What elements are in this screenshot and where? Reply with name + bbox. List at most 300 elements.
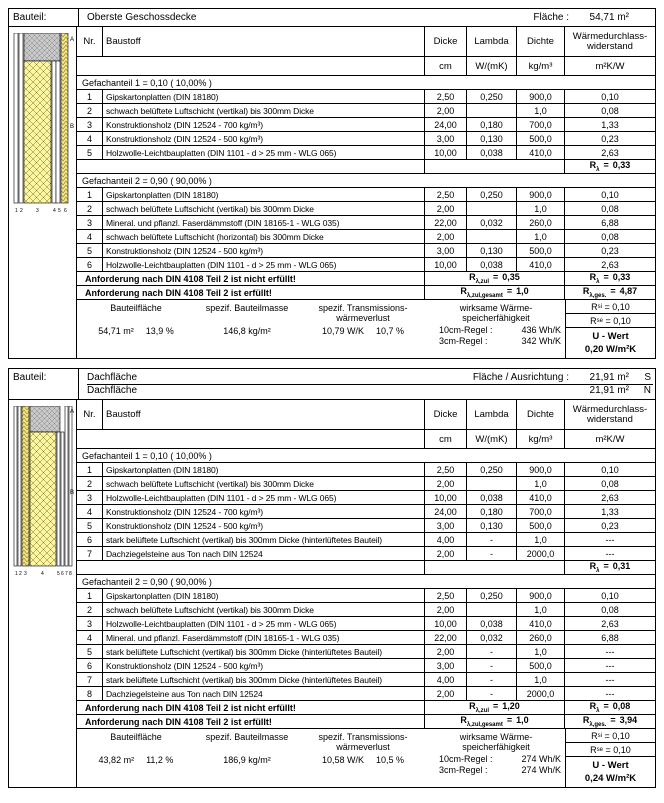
u-wert-label: U - Wert	[592, 331, 629, 342]
summary-area-value: 43,82 m²	[98, 755, 135, 765]
material-lambda: -	[467, 533, 517, 546]
unit-resistance: m²K/W	[595, 60, 625, 72]
bauteil-component-1	[8, 8, 656, 359]
material-thickness: 2,00	[425, 645, 467, 658]
r-symbol: R	[590, 744, 597, 755]
layer-board	[56, 61, 60, 203]
summary-right	[565, 729, 655, 787]
rse-value: 0,10	[613, 744, 631, 755]
material-resistance: 1,33	[601, 119, 619, 130]
rule-3cm-label: 3cm-Regel :	[439, 336, 488, 346]
material-name: schwach belüftete Luftschicht (vertikal) bis 300mm Dicke	[103, 202, 425, 215]
r-symbol: R	[591, 730, 598, 741]
r-subscript: λ	[596, 707, 600, 714]
summary-storage-col	[427, 303, 565, 358]
subtotal-empty	[425, 160, 565, 173]
group-subtotal-row	[77, 561, 655, 575]
layer-air-gap	[57, 432, 60, 566]
unit-resistance: m²K/W	[595, 433, 625, 445]
material-lambda: -	[467, 659, 517, 672]
material-nr: 5	[77, 645, 103, 658]
area-value: 21,91 m²	[589, 372, 629, 383]
material-thickness: 2,50	[425, 90, 467, 103]
r-symbol: R	[460, 286, 467, 297]
summary-transmission-label-line1: spezif. Transmissions-	[318, 732, 408, 742]
material-nr: 6	[77, 533, 103, 546]
material-thickness: 22,00	[425, 631, 467, 644]
layer-board	[14, 406, 17, 566]
area-label	[439, 385, 569, 397]
table-units-row	[77, 430, 655, 449]
summary-storage-label-line2: speicherfähigkeit	[462, 742, 530, 752]
material-density: 410,0	[517, 146, 565, 159]
subtotal-resistance	[565, 160, 655, 173]
layer-wood-beam	[30, 406, 60, 432]
material-density: 2000,0	[517, 687, 565, 700]
subtotal-r-term	[590, 561, 631, 574]
material-row	[77, 188, 655, 202]
gefach-heading-label: Gefachanteil 1 = 0,10 ( 10,00% )	[82, 450, 212, 461]
equals-sign: =	[610, 286, 616, 297]
material-nr: 4	[77, 631, 103, 644]
equals-sign: =	[603, 701, 609, 712]
u-wert-value: 0,20 W/m²K	[584, 344, 637, 355]
material-row	[77, 202, 655, 216]
layer-number: 6	[64, 208, 67, 214]
material-thickness: 3,00	[425, 132, 467, 145]
equals-sign: =	[603, 160, 609, 171]
area-value: 21,91 m²	[589, 385, 629, 396]
summary-mass-label: spezif. Bauteilmasse	[205, 732, 289, 742]
summary-storage-label	[427, 732, 565, 752]
material-name: stark belüftete Luftschicht (vertikal) bis 300mm Dicke (hinterlüftetes Bauteil)	[103, 533, 425, 546]
material-density: 410,0	[517, 491, 565, 504]
material-thickness: 10,00	[425, 258, 467, 271]
material-row	[77, 505, 655, 519]
layer-number: 8	[69, 571, 72, 577]
material-lambda	[467, 230, 517, 243]
rsi-row	[566, 729, 655, 743]
material-name: stark belüftete Luftschicht (vertikal) bis 300mm Dicke (hinterlüftetes Bauteil)	[103, 645, 425, 658]
col-header-density: Dichte	[517, 400, 565, 429]
material-thickness: 3,00	[425, 519, 467, 532]
summary-area-col	[77, 732, 195, 787]
material-density: 410,0	[517, 258, 565, 271]
material-thickness: 2,00	[425, 547, 467, 560]
material-lambda: -	[467, 687, 517, 700]
requirement-text: Anforderung nach DIN 4108 Teil 2 ist nicht erfüllt!	[77, 701, 425, 714]
r-symbol: R	[589, 272, 597, 283]
rsi-value: 0,10	[612, 730, 630, 741]
rsi-row	[566, 300, 655, 314]
r-value: 3,94	[619, 715, 638, 726]
equals-sign: =	[506, 715, 513, 726]
requirement-limit	[425, 286, 565, 299]
bauteil-label: Bauteil:	[9, 369, 79, 399]
gefach-heading-row	[77, 174, 655, 188]
requirement-result	[565, 715, 655, 728]
material-thickness: 2,00	[425, 230, 467, 243]
summary-area-label: Bauteilfläche	[110, 732, 162, 742]
summary-left	[77, 729, 565, 787]
material-name: Dachziegelsteine aus Ton nach DIN 12524	[103, 547, 425, 560]
material-nr: 3	[77, 491, 103, 504]
material-thickness: 3,00	[425, 244, 467, 257]
material-row	[77, 645, 655, 659]
material-resistance: 0,23	[601, 133, 619, 144]
material-density: 500,0	[517, 244, 565, 257]
material-nr: 1	[77, 90, 103, 103]
col-header-nr: Nr.	[77, 27, 103, 56]
layer-number: 1	[15, 208, 18, 214]
material-lambda: 0,130	[467, 244, 517, 257]
r-value: 1,0	[516, 286, 529, 297]
u-wert-value: 0,24 W/m²K	[584, 773, 637, 784]
material-nr: 6	[77, 659, 103, 672]
summary-transmission-label	[299, 303, 427, 323]
material-name: schwach belüftete Luftschicht (horizontal) bis 300mm Dicke	[103, 230, 425, 243]
summary-mass-value: 146,8 kg/m²	[223, 326, 271, 336]
material-resistance: ---	[605, 688, 615, 699]
summary-block	[77, 729, 655, 787]
material-thickness: 2,00	[425, 104, 467, 117]
summary-transmission-col	[299, 303, 427, 358]
r-subscript: λ	[596, 567, 600, 574]
material-row	[77, 230, 655, 244]
r-subscript: λ	[596, 166, 600, 173]
col-header-thickness: Dicke	[425, 400, 467, 429]
material-name: Konstruktionsholz (DIN 12524 - 500 kg/m³)	[103, 519, 425, 532]
material-thickness: 24,00	[425, 118, 467, 131]
material-lambda: 0,032	[467, 216, 517, 229]
equals-sign: =	[493, 701, 499, 712]
summary-transmission-value: 10,79 W/K	[321, 326, 364, 336]
table-header-row	[77, 27, 655, 57]
material-row	[77, 463, 655, 477]
component-title-row	[9, 9, 655, 27]
rule-3cm-value: 342 Wh/K	[521, 336, 561, 346]
material-name: schwach belüftete Luftschicht (vertikal) bis 300mm Dicke	[103, 104, 425, 117]
material-lambda	[467, 603, 517, 616]
equals-sign: =	[604, 730, 610, 741]
material-resistance: 0,10	[601, 464, 619, 475]
material-resistance: 0,10	[601, 590, 619, 601]
summary-mass-col	[195, 732, 299, 787]
material-resistance: 0,08	[601, 203, 619, 214]
material-nr: 1	[77, 463, 103, 476]
col-header-resistance-line1: Wärmedurchlass-	[572, 30, 648, 42]
material-name: Holzwolle-Leichtbauplatten (DIN 1101 - d > 25 mm - WLG 065)	[103, 146, 425, 159]
area-row	[439, 385, 653, 397]
construction-cross-section	[9, 400, 77, 787]
material-row	[77, 258, 655, 272]
col-header-resistance-line1: Wärmedurchlass-	[572, 403, 648, 415]
layer-number: 2	[20, 208, 23, 214]
rule-3cm-value: 274 Wh/K	[521, 765, 561, 775]
layer-air-gap	[65, 406, 68, 566]
material-thickness: 2,50	[425, 188, 467, 201]
material-name: Holzwolle-Leichtbauplatten (DIN 1101 - d > 25 mm - WLG 065)	[103, 617, 425, 630]
material-lambda	[467, 477, 517, 490]
col-header-density: Dichte	[517, 27, 565, 56]
material-lambda: 0,180	[467, 118, 517, 131]
requirement-row	[77, 701, 655, 715]
material-thickness: 4,00	[425, 673, 467, 686]
area-value: 54,71 m²	[589, 12, 629, 23]
material-name: Mineral. und pflanzl. Faserdämmstoff (DIN 18165-1 - WLG 035)	[103, 631, 425, 644]
material-thickness: 2,00	[425, 687, 467, 700]
rule-3cm-row	[427, 336, 565, 347]
limit-r-term	[469, 701, 520, 714]
r-subscript: λ	[596, 278, 600, 285]
layer-air-gap	[19, 33, 23, 203]
layer-number: 4	[53, 208, 56, 214]
unit-thickness: cm	[425, 430, 467, 448]
material-nr: 4	[77, 132, 103, 145]
table-units-row	[77, 57, 655, 76]
summary-area-value: 54,71 m²	[98, 326, 134, 336]
material-resistance: 2,63	[601, 259, 619, 270]
layer-air-gap	[18, 406, 21, 566]
layer-board	[52, 61, 56, 203]
col-header-lambda: Lambda	[467, 400, 517, 429]
material-name: Dachziegelsteine aus Ton nach DIN 12524	[103, 687, 425, 700]
material-resistance: 0,08	[601, 105, 619, 116]
material-lambda: -	[467, 645, 517, 658]
rse-row	[566, 743, 655, 757]
r-subscript: λ,zul	[475, 278, 490, 285]
bauteil-label: Bauteil:	[9, 9, 79, 26]
material-density: 1,0	[517, 202, 565, 215]
col-header-thickness: Dicke	[425, 27, 467, 56]
equals-sign: =	[603, 561, 609, 572]
layer-insulation	[24, 61, 51, 203]
rse-value: 0,10	[613, 315, 631, 326]
rsi-subscript: si	[597, 303, 602, 310]
layer-number: 3	[36, 208, 39, 214]
material-thickness: 4,00	[425, 533, 467, 546]
material-density: 1,0	[517, 230, 565, 243]
requirement-result	[565, 272, 655, 285]
material-density: 700,0	[517, 505, 565, 518]
summary-block	[77, 300, 655, 358]
material-row	[77, 519, 655, 533]
material-rows-host	[77, 76, 655, 300]
summary-storage-label	[427, 303, 565, 323]
unit-density: kg/m³	[517, 430, 565, 448]
material-nr: 2	[77, 202, 103, 215]
rule-10cm-label: 10cm-Regel :	[439, 325, 493, 335]
material-density: 900,0	[517, 463, 565, 476]
material-nr: 2	[77, 477, 103, 490]
material-name: Gipskartonplatten (DIN 18180)	[103, 589, 425, 602]
component-title-row	[9, 369, 655, 400]
r-symbol: R	[582, 286, 590, 297]
material-name: Konstruktionsholz (DIN 12524 - 500 kg/m³)	[103, 132, 425, 145]
rule-10cm-value: 274 Wh/K	[521, 754, 561, 764]
material-name: Gipskartonplatten (DIN 18180)	[103, 90, 425, 103]
subtotal-empty	[77, 561, 425, 574]
summary-area-col	[77, 303, 195, 358]
material-resistance: 0,10	[601, 91, 619, 102]
component-areas	[439, 9, 655, 26]
layer-number: 1	[15, 571, 18, 577]
gefach-heading-row	[77, 449, 655, 463]
summary-area-percent: 11,2 %	[146, 755, 174, 765]
rule-10cm-row	[427, 754, 565, 765]
material-density: 500,0	[517, 519, 565, 532]
material-resistance: 0,10	[601, 189, 619, 200]
material-rows-host	[77, 449, 655, 729]
summary-area-percent: 13,9 %	[145, 326, 174, 336]
material-lambda: 0,038	[467, 617, 517, 630]
material-row	[77, 90, 655, 104]
summary-left	[77, 300, 565, 358]
material-lambda: 0,130	[467, 132, 517, 145]
r-symbol: R	[469, 701, 476, 712]
rule-10cm-label: 10cm-Regel :	[439, 754, 493, 764]
subtotal-resistance	[565, 561, 655, 574]
material-resistance: 6,88	[601, 217, 619, 228]
material-row	[77, 146, 655, 160]
layer-board	[14, 33, 18, 203]
area-orientation	[629, 12, 653, 24]
material-row	[77, 132, 655, 146]
summary-mass-label: spezif. Bauteilmasse	[205, 303, 289, 313]
r-subscript: λ,zul,gesamt	[466, 292, 503, 299]
gefach-heading-row	[77, 575, 655, 589]
equals-sign: =	[605, 315, 611, 326]
component-name: Dachfläche	[87, 372, 439, 385]
material-thickness: 22,00	[425, 216, 467, 229]
material-lambda: 0,038	[467, 491, 517, 504]
component-body	[9, 27, 655, 358]
material-density: 1,0	[517, 645, 565, 658]
component-names	[79, 369, 439, 399]
layer-number: 4	[41, 571, 44, 577]
rule-10cm-row	[427, 325, 565, 336]
material-nr: 1	[77, 589, 103, 602]
material-row	[77, 547, 655, 561]
material-density: 900,0	[517, 589, 565, 602]
layers-table	[77, 400, 655, 787]
gefach-heading-label: Gefachanteil 1 = 0,10 ( 10,00% )	[82, 77, 212, 88]
material-name: stark belüftete Luftschicht (vertikal) bis 300mm Dicke (hinterlüftetes Bauteil)	[103, 673, 425, 686]
requirement-row	[77, 272, 655, 286]
material-row	[77, 216, 655, 230]
material-nr: 5	[77, 519, 103, 532]
material-resistance: 6,88	[601, 632, 619, 643]
material-density: 1,0	[517, 104, 565, 117]
gefach-heading-label: Gefachanteil 2 = 0,90 ( 90,00% )	[82, 175, 212, 186]
summary-transmission-label-line2: wärmeverlust	[336, 742, 390, 752]
material-nr: 7	[77, 673, 103, 686]
layer-wood-beam	[24, 33, 60, 61]
r-value: 0,33	[612, 160, 631, 171]
material-nr: 2	[77, 603, 103, 616]
r-subscript: λ,zul	[475, 707, 490, 714]
subtotal-empty	[77, 160, 425, 173]
requirement-text: Anforderung nach DIN 4108 Teil 2 ist erfüllt!	[77, 286, 425, 299]
ceiling-section-drawing	[12, 33, 76, 221]
material-thickness: 24,00	[425, 505, 467, 518]
equals-sign: =	[605, 744, 611, 755]
marker-a: A	[70, 409, 75, 415]
material-density: 1,0	[517, 603, 565, 616]
r-symbol: R	[589, 160, 597, 171]
r-value: 0,35	[502, 272, 520, 283]
requirement-limit	[425, 272, 565, 285]
result-r-term	[590, 272, 631, 285]
component-names	[79, 9, 439, 26]
layer-number: 2	[19, 571, 22, 577]
limit-r-term	[469, 272, 520, 285]
area-label: Fläche / Ausrichtung :	[472, 372, 569, 383]
component-name: Oberste Geschossdecke	[87, 12, 197, 23]
material-row	[77, 104, 655, 118]
subtotal-r-term	[590, 160, 631, 173]
roof-section-drawing	[12, 406, 76, 584]
r-value: 1,0	[516, 715, 529, 726]
material-resistance: 0,08	[601, 478, 619, 489]
equals-sign: =	[604, 301, 610, 312]
material-density: 2000,0	[517, 547, 565, 560]
material-resistance: 2,63	[601, 618, 619, 629]
material-name: Konstruktionsholz (DIN 12524 - 500 kg/m³)	[103, 244, 425, 257]
col-header-lambda: Lambda	[467, 27, 517, 56]
component-name: Dachfläche	[87, 385, 138, 396]
summary-storage-label-line1: wirksame Wärme-	[459, 303, 533, 313]
material-resistance: ---	[605, 548, 615, 559]
rse-row	[566, 314, 655, 328]
layer-softboard	[22, 406, 29, 566]
material-nr: 5	[77, 146, 103, 159]
material-resistance: 0,23	[601, 520, 619, 531]
col-header-material: Baustoff	[103, 27, 425, 56]
equals-sign: =	[506, 286, 513, 297]
material-density: 260,0	[517, 631, 565, 644]
summary-storage-label-line2: speicherfähigkeit	[462, 313, 530, 323]
layer-board	[61, 432, 64, 566]
r-value: 4,87	[619, 286, 638, 297]
material-density: 700,0	[517, 118, 565, 131]
material-lambda	[467, 104, 517, 117]
u-wert-cell	[566, 328, 655, 358]
material-lambda: 0,250	[467, 589, 517, 602]
rule-10cm-value: 436 Wh/K	[521, 325, 561, 335]
summary-storage-label-line1: wirksame Wärme-	[459, 732, 533, 742]
material-lambda: 0,038	[467, 258, 517, 271]
summary-transmission-col	[299, 732, 427, 787]
requirement-text: Anforderung nach DIN 4108 Teil 2 ist nicht erfüllt!	[77, 272, 425, 285]
material-row	[77, 533, 655, 547]
material-nr: 3	[77, 216, 103, 229]
r-subscript: λ,zul,gesamt	[466, 721, 503, 728]
component-body	[9, 400, 655, 787]
gefach-heading-label: Gefachanteil 2 = 0,90 ( 90,00% )	[82, 576, 212, 587]
r-value: 1,20	[502, 701, 520, 712]
material-nr: 8	[77, 687, 103, 700]
material-lambda: 0,038	[467, 146, 517, 159]
result-r-term	[583, 286, 637, 299]
layer-insulation	[30, 432, 56, 566]
col-header-resistance-line2: widerstand	[587, 413, 633, 425]
material-density: 500,0	[517, 132, 565, 145]
material-nr: 6	[77, 258, 103, 271]
material-thickness: 2,50	[425, 589, 467, 602]
material-name: Gipskartonplatten (DIN 18180)	[103, 463, 425, 476]
requirement-row	[77, 286, 655, 300]
